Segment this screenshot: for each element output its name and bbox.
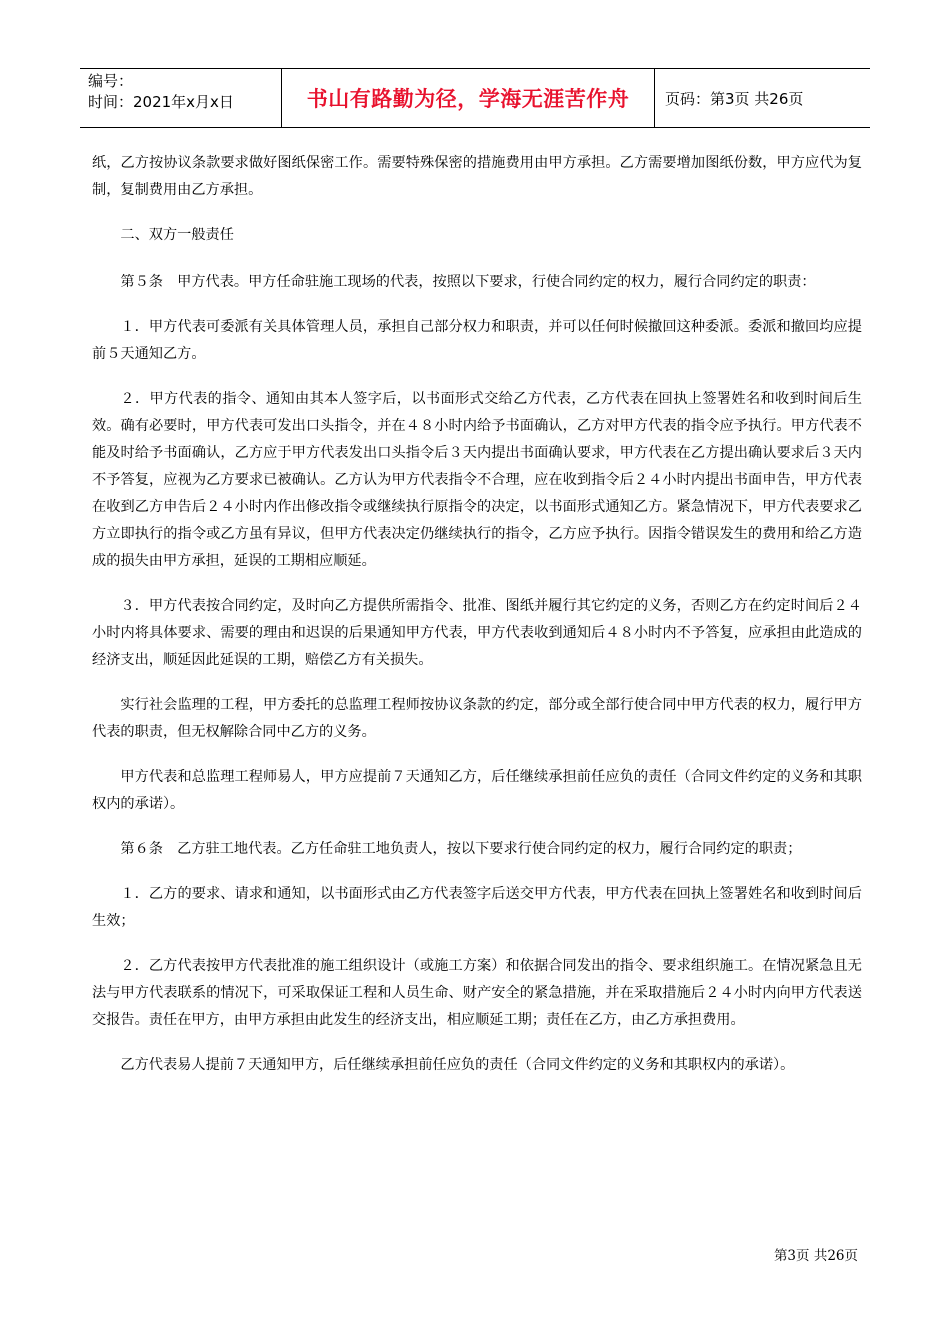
- document-body: [92, 150, 862, 1097]
- footer-page-number: 第3页 共26页: [773, 1248, 858, 1264]
- article-5: 第５条 甲方代表。甲方任命驻施工现场的代表，按照以下要求，行使合同约定的权力，履行合同约定的职责：: [120, 274, 816, 290]
- code-label: 编号：: [88, 72, 134, 90]
- article-5-item-3: ３．甲方代表按合同约定，及时向乙方提供所需指令、批准、图纸并履行其它约定的义务，否则乙方在约定时间后２４小时内将具体要求、需要的理由和迟误的后果通知甲方代表，甲方代表收到通知后４８小时内不予答复，应承担由此造成的经济支出，顺延因此延误的工期，赔偿乙方有关损失。: [92, 598, 862, 668]
- section-heading: 二、双方一般责任: [120, 227, 234, 243]
- header-meta-cell: [80, 69, 282, 127]
- header-page-info: 页码：第3页 共26页: [665, 89, 804, 108]
- paragraph-replacement-a: 甲方代表和总监理工程师易人，甲方应提前７天通知乙方，后任继续承担前任应负的责任（合同文件约定的义务和其职权内的承诺）。: [92, 769, 862, 812]
- article-6: 第６条 乙方驻工地代表。乙方任命驻工地负责人，按以下要求行使合同约定的权力，履行合同约定的职责；: [120, 841, 802, 857]
- paragraph-replacement-b: 乙方代表易人提前７天通知甲方，后任继续承担前任应负的责任（合同文件约定的义务和其职权内的承诺）。: [120, 1057, 795, 1073]
- article-5-item-1: １．甲方代表可委派有关具体管理人员，承担自己部分权力和职责，并可以任何时候撤回这种委派。委派和撤回均应提前５天通知乙方。: [92, 319, 862, 362]
- article-5-item-2: ２．甲方代表的指令、通知由其本人签字后，以书面形式交给乙方代表，乙方代表在回执上签署姓名和收到时间后生效。确有必要时，甲方代表可发出口头指令，并在４８小时内给予书面确认，乙方对甲方代表的指令应予执行。甲方代表不能及时给予书面确认，乙方应于甲方代表发出口头指令后３天内提出书面确认要求，甲方代表在乙方提出确认要求后３天内不予答复，应视为乙方要求已被确认。乙方认为甲方代表指令不合理，应在收到指令后２４小时内提出书面申告，甲方代表在收到乙方申告后２４小时内作出修改指令或继续执行原指令的决定，以书面形式通知乙方。紧急情况下，甲方代表要求乙方立即执行的指令或乙方虽有异议，但甲方代表决定仍继续执行的指令，乙方应予执行。因指令错误发生的费用和给乙方造成的损失由甲方承担，延误的工期相应顺延。: [92, 391, 862, 569]
- article-6-item-2: ２．乙方代表按甲方代表批准的施工组织设计（或施工方案）和依据合同发出的指令、要求组织施工。在情况紧急且无法与甲方代表联系的情况下，可采取保证工程和人员生命、财产安全的紧急措施，并在采取措施后２４小时内向甲方代表送交报告。责任在甲方，由甲方承担由此发生的经济支出，相应顺延工期；责任在乙方，由乙方承担费用。: [92, 958, 862, 1028]
- header-motto: 书山有路勤为径，学海无涯苦作舟: [282, 69, 655, 127]
- paragraph-continuation: 纸，乙方按协议条款要求做好图纸保密工作。需要特殊保密的措施费用由甲方承担。乙方需要增加图纸份数，甲方应代为复制，复制费用由乙方承担。: [92, 155, 862, 198]
- paragraph-supervision: 实行社会监理的工程，甲方委托的总监理工程师按协议条款的约定，部分或全部行使合同中甲方代表的权力，履行甲方代表的职责，但无权解除合同中乙方的义务。: [92, 697, 862, 740]
- header-table: [80, 68, 870, 128]
- date-label: 时间：2021年x月x日: [88, 93, 234, 111]
- article-6-item-1: １．乙方的要求、请求和通知，以书面形式由乙方代表签字后送交甲方代表，甲方代表在回执上签署姓名和收到时间后生效；: [92, 886, 862, 929]
